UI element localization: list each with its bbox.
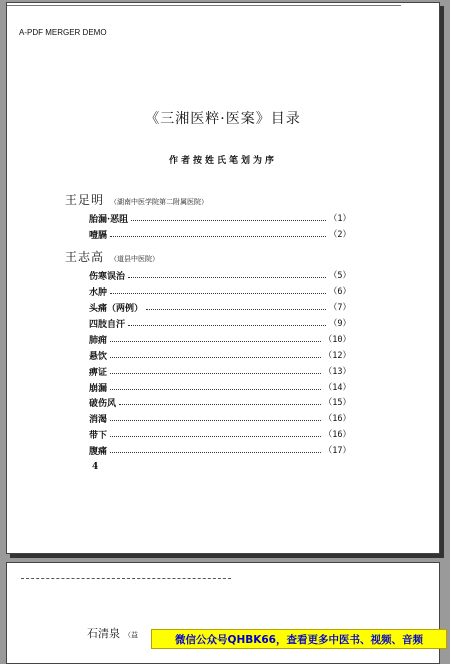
- dot-leader: [146, 309, 326, 310]
- dot-leader: [110, 357, 321, 358]
- toc-entry: [89, 284, 351, 298]
- toc-entry-page: （16）: [323, 430, 351, 440]
- dot-leader: [128, 325, 326, 326]
- toc-entry-page: （6）: [328, 287, 351, 297]
- toc-entry-page: （16）: [323, 414, 351, 424]
- dot-leader: [128, 277, 326, 278]
- toc-entry-label: 消渴: [89, 414, 108, 425]
- document-page: [6, 2, 440, 554]
- toc-entry-label: 水肿: [89, 287, 108, 298]
- author-heading: [65, 191, 208, 208]
- toc-entry-label: 四肢自汗: [89, 319, 126, 330]
- dot-leader: [131, 220, 326, 221]
- toc-entry: [89, 443, 351, 457]
- dot-leader: [110, 341, 321, 342]
- toc-entry: [89, 332, 351, 346]
- toc-entry: [89, 364, 351, 378]
- dot-leader: [119, 404, 321, 405]
- toc-entry-label: 肺痈: [89, 335, 108, 346]
- author-affiliation: （湖南中医学院第二附属医院）: [110, 198, 209, 206]
- toc-entry-label: 崩漏: [89, 383, 108, 394]
- toc-entry-page: （15）: [323, 398, 351, 408]
- dot-leader: [110, 293, 326, 294]
- toc-entry: [89, 348, 351, 362]
- toc-entry-page: （13）: [323, 367, 351, 377]
- toc-entry-page: （2）: [328, 230, 351, 240]
- watermark-text: A-PDF MERGER DEMO: [19, 28, 107, 37]
- dot-leader: [110, 452, 321, 453]
- author-name: 石清泉: [87, 627, 120, 640]
- toc-entry: [89, 268, 351, 282]
- document-title: 《三湘医粹·医案》目录: [145, 111, 301, 127]
- toc-entry-page: （1）: [328, 214, 351, 224]
- toc-entry: [89, 211, 351, 225]
- toc-entry-page: （12）: [323, 351, 351, 361]
- dot-leader: [110, 436, 321, 437]
- toc-entry-label: 噎膈: [89, 230, 108, 241]
- toc-entry-label: 伤寒误治: [89, 271, 126, 282]
- page-number: 4: [92, 462, 99, 472]
- toc-entry-page: （5）: [328, 271, 351, 281]
- toc-entry-label: 带下: [89, 430, 108, 441]
- author-heading: [65, 248, 159, 265]
- toc-entry-page: （7）: [328, 303, 351, 313]
- toc-entry: [89, 427, 351, 441]
- author-affiliation: （道县中医院）: [110, 255, 160, 263]
- dot-leader: [110, 420, 321, 421]
- toc-entry-page: （14）: [323, 383, 351, 393]
- toc-entry-label: 头痛（两例）: [89, 303, 144, 314]
- toc-entry-label: 悬饮: [89, 351, 108, 362]
- toc-entry-label: 痹证: [89, 367, 108, 378]
- author-affiliation: （益: [124, 631, 138, 639]
- page-top-rule: [7, 5, 401, 6]
- promo-banner: 微信公众号QHBK66，查看更多中医书、视频、音频: [151, 629, 447, 649]
- document-subtitle: 作者按姓氏笔划为序: [168, 156, 277, 166]
- toc-entry: [89, 380, 351, 394]
- toc-entry-label: 腹痛: [89, 446, 108, 457]
- toc-entry: [89, 300, 351, 314]
- dashed-rule: [21, 578, 231, 579]
- toc-entry: [89, 227, 351, 241]
- dot-leader: [110, 373, 321, 374]
- author-heading: [87, 625, 138, 641]
- author-name: 王志高: [65, 250, 105, 264]
- dot-leader: [110, 236, 326, 237]
- toc-entry-page: （17）: [323, 446, 351, 456]
- toc-entry: [89, 411, 351, 425]
- toc-entry: [89, 395, 351, 409]
- toc-entry-label: 破伤风: [89, 398, 117, 409]
- toc-entry: [89, 316, 351, 330]
- toc-entry-page: （10）: [323, 335, 351, 345]
- dot-leader: [110, 389, 321, 390]
- toc-entry-page: （9）: [328, 319, 351, 329]
- author-name: 王足明: [65, 193, 105, 207]
- toc-entry-label: 胎漏·恶阻: [89, 214, 129, 225]
